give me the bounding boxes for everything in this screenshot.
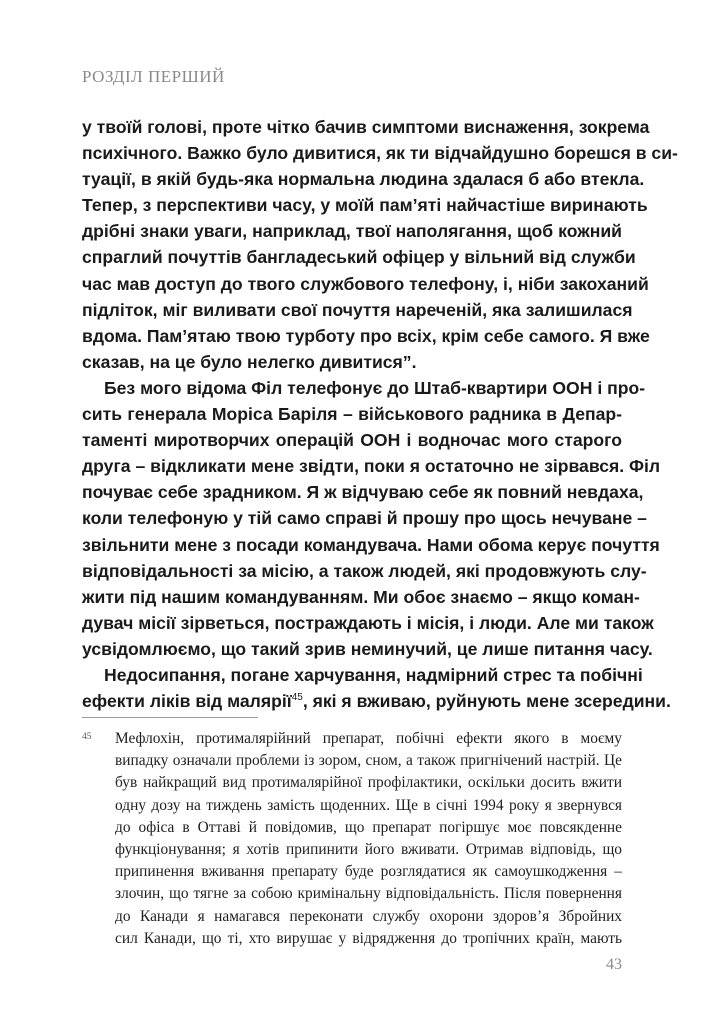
footnote-line: до офіса в Оттаві й повідомив, що препарат погіршує моє повсякденне	[115, 818, 622, 836]
book-page	[82, 0, 678, 1024]
running-head: РОЗДІЛ ПЕРШИЙ	[82, 67, 225, 86]
footnote-line: одну дозу на тиждень замість щоденних. Ще в січні 1994 року я звернувся	[115, 796, 622, 814]
body-line: час мав доступ до твого службового телефону, і, ніби закоханий	[82, 273, 649, 294]
body-line: підліток, міг виливати свої почуття нареченій, яка залишилася	[82, 299, 633, 320]
footnote-line: був найкращий вид протималярійної профілактики, оскільки досить вжити	[115, 774, 622, 792]
body-line: Недосипання, погане харчування, надмірний стрес та побічні	[104, 664, 643, 685]
body-line: дрібні знаки уваги, наприклад, твої наполягання, щоб кожний	[82, 221, 622, 242]
footnote	[82, 728, 622, 950]
body-line: вдома. Пам’ятаю твою турботу про всіх, крім себе самого. Я вже	[82, 325, 650, 346]
footnote-reference[interactable]: 45	[291, 692, 303, 704]
body-line: сказав, на це було нелегко дивитися”.	[82, 351, 417, 372]
body-line: друга – відкликати мене звідти, поки я остаточно не зірвався. Філ	[82, 456, 661, 477]
body-line: таменті миротворчих операцій ООН і водночас мого старого	[82, 430, 622, 451]
body-line: у твоїй голові, проте чітко бачив симптоми виснаження, зокрема	[82, 117, 650, 137]
body-line: Тепер, з перспективи часу, у моїй пам’яті найчастіше виринають	[82, 195, 648, 216]
body-line: дувач місії зірветься, постраждають і місія, і люди. Але ми також	[82, 612, 654, 633]
body-line: сить генерала Моріса Баріля – військового радника в Депар-	[82, 404, 622, 425]
footnote-separator	[82, 717, 258, 718]
footnote-text	[115, 728, 622, 950]
body-line: коли телефоную у тій само справі й прошу про щось нечуване –	[82, 508, 647, 529]
page-number: 43	[606, 956, 622, 973]
body-line: жити під нашим командуванням. Ми обоє знаємо – якщо коман-	[82, 586, 640, 607]
footnote-line: Мефлохін, протималярійний препарат, побічні ефекти якого в моєму	[115, 730, 622, 747]
footnote-number: 45	[82, 732, 92, 742]
body-line: туації, в якій будь-яка нормальна людина здалася б або втекла.	[82, 169, 645, 190]
footnote-line: злочин, що тягне за собою кримінальну відповідальність. Після повернення	[115, 885, 622, 903]
body-line-with-footnote-ref	[82, 688, 671, 714]
body-line: Без мого відома Філ телефонує до Штаб-квартири ООН і про-	[104, 377, 646, 398]
footnote-line: функціонування; я хотів припинити його вживати. Отримав відповідь, що	[115, 840, 622, 858]
footnote-line: до Канади я намагався переконати службу охорони здоров’я Збройних	[115, 907, 622, 925]
footnote-line: сил Канади, що ті, хто вирушає у відрядження до тропічних країн, мають	[115, 929, 622, 947]
body-line: спраглий почуттів бангладеський офіцер у вільний від служби	[82, 247, 636, 268]
footnote-line: припинення вживання препарату буде розглядатися як самоушкодження –	[115, 863, 622, 881]
body-line-text: ефекти ліків від малярії	[82, 691, 292, 712]
body-line: почуває себе зрадником. Я ж відчуваю себе як повний невдаха,	[82, 482, 644, 503]
body-line: відповідальності за місію, а також людей, які продовжують слу-	[82, 560, 647, 581]
body-line: усвідомлюємо, що такий зрив неминучий, це лише питання часу.	[82, 638, 653, 659]
footnote-line: випадку означали проблеми із зором, сном, а також пригнічений настрій. Це	[115, 752, 622, 770]
body-text	[82, 114, 678, 714]
body-line: психічного. Важко було дивитися, як ти відчайдушно борешся в си-	[82, 143, 678, 164]
body-line-text: , які я вживаю, руйнують мене зсередини.	[302, 691, 671, 712]
body-line: звільнити мене з посади командувача. Нами обома керує почуття	[82, 534, 660, 555]
